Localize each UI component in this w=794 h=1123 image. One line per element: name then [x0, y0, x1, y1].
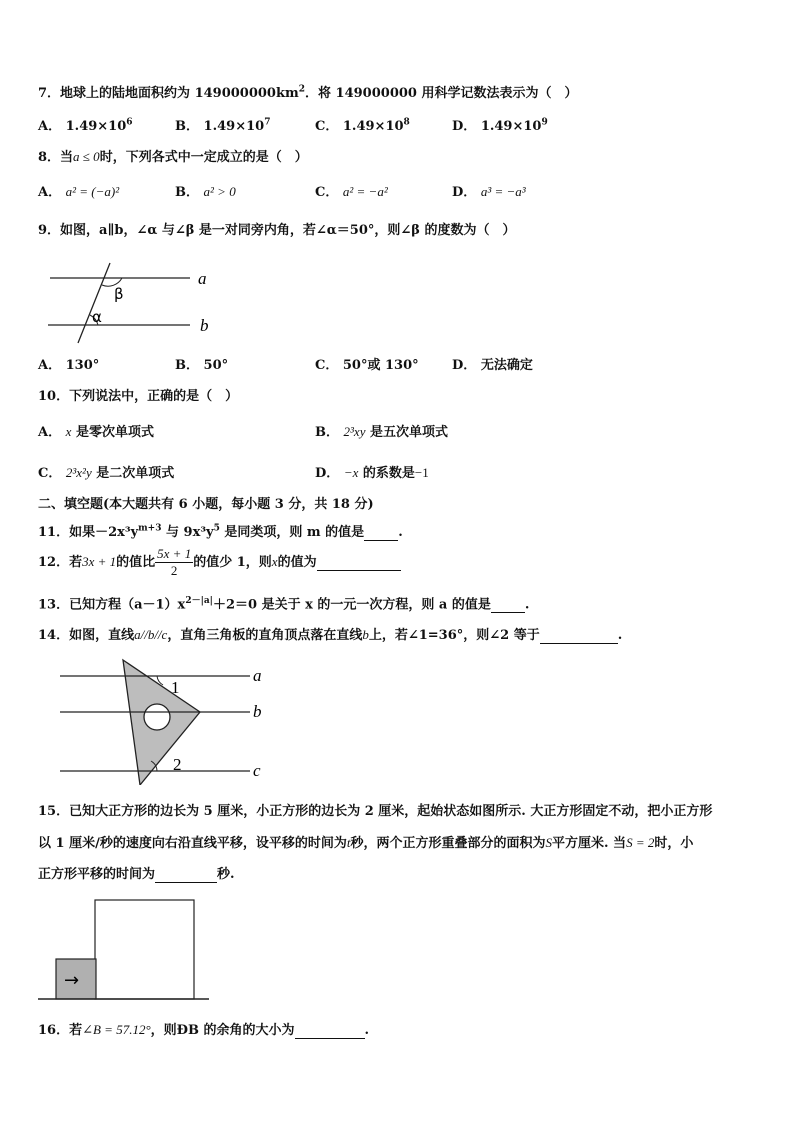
label-c: c: [253, 761, 261, 780]
q11-sup: m+3: [138, 523, 162, 534]
q14-b: ，直角三角板的直角顶点落在直线: [167, 628, 363, 643]
angle-2-label: 2: [173, 755, 182, 774]
q14-c: 上，若∠1=36°，则∠2 等于: [368, 628, 540, 643]
option-letter: A．: [38, 358, 62, 373]
option-letter: B．: [175, 119, 199, 134]
q9-option-c[interactable]: [315, 354, 419, 373]
question-15-line-1: [38, 800, 712, 819]
q16-c: .: [364, 1023, 370, 1038]
answer-blank[interactable]: [295, 1023, 365, 1039]
q11-a: 11．如果－2x³y: [38, 525, 139, 540]
option-exp: 8: [403, 117, 410, 128]
q16-expr: ∠B = 57.12°: [82, 1022, 151, 1037]
option-text: 的系数是: [362, 466, 415, 481]
option-expr: a² > 0: [203, 184, 236, 199]
q8-option-b[interactable]: [175, 181, 236, 200]
q15-t: t: [346, 835, 351, 850]
option-letter: B．: [315, 425, 339, 440]
q7-sup: 2: [298, 84, 306, 95]
q7-option-a[interactable]: [38, 115, 133, 134]
q7-option-d[interactable]: [452, 115, 548, 134]
fraction-denominator: 2: [170, 563, 178, 578]
fraction-numerator: 5x + 1: [157, 546, 192, 561]
q15-line1: 15．已知大正方形的边长为 5 厘米，小正方形的边长为 2 厘米，起始状态如图所示. 大正方形固定不动，把小正方形: [38, 804, 713, 819]
option-expr: a² = −a²: [342, 184, 388, 199]
large-square: [95, 900, 194, 999]
q12-b: 的值比: [116, 555, 156, 570]
option-math: 2³xy: [343, 424, 366, 439]
q12-a: 12．若: [38, 555, 83, 570]
section-title-text: 二、填空题(本大题共有 6 小题，每小题 3 分，共 18 分): [38, 497, 374, 512]
option-letter: D．: [315, 466, 340, 481]
q10-option-d[interactable]: [315, 462, 429, 481]
arrow-right-icon: →: [64, 970, 80, 991]
option-text: 130°: [65, 358, 100, 373]
q10-text: 10．下列说法中，正确的是（ ）: [38, 389, 239, 404]
label-b: b: [253, 702, 262, 721]
question-8: [38, 146, 308, 165]
option-letter: A．: [38, 119, 62, 134]
q15-line3-b: 秒.: [217, 867, 235, 882]
q12-fraction: [155, 546, 193, 579]
option-letter: C．: [315, 185, 339, 200]
q16-b: ，则ÐB 的余角的大小为: [150, 1023, 295, 1038]
option-expr: a² = (−a)²: [65, 184, 120, 199]
q13-c: .: [524, 597, 530, 613]
option-text: 50°: [203, 358, 229, 373]
answer-blank[interactable]: [540, 628, 618, 644]
option-letter: A．: [38, 185, 62, 200]
q12-c: 的值少 1，则: [193, 555, 272, 570]
q14-var: b: [362, 627, 369, 642]
option-text: 1.49×10: [480, 119, 542, 134]
q16-a: 16．若: [38, 1023, 83, 1038]
q7-text-b: ．将 149000000 用科学记数法表示为（ ）: [305, 86, 578, 101]
q15-line3-a: 正方形平移的时间为: [38, 867, 156, 882]
question-15-line-2: [38, 832, 693, 851]
option-text: 是零次单项式: [75, 425, 154, 440]
option-tail: −1: [414, 465, 429, 480]
q10-option-c[interactable]: [38, 462, 174, 481]
option-letter: D．: [452, 119, 477, 134]
transversal: [78, 263, 110, 343]
question-14: [38, 624, 622, 644]
label-b: b: [200, 316, 209, 335]
option-text: 50°或 130°: [342, 358, 419, 373]
option-letter: B．: [175, 358, 199, 373]
q7-option-c[interactable]: [315, 115, 410, 134]
q8-option-d[interactable]: [452, 181, 526, 200]
q11-d: .: [398, 525, 403, 540]
q8-suffix: 时，下列各式中一定成立的是（ ）: [99, 150, 308, 165]
question-7: [38, 82, 577, 101]
answer-blank[interactable]: [317, 555, 401, 571]
q10-option-b[interactable]: [315, 421, 448, 440]
q9-option-a[interactable]: [38, 354, 99, 373]
option-text: 是五次单项式: [370, 425, 449, 440]
label-a: a: [198, 269, 207, 288]
q15-line2-c: 平方厘米. 当: [552, 836, 627, 851]
question-12: [38, 546, 401, 579]
q7-option-b[interactable]: [175, 115, 270, 134]
option-letter: C．: [315, 119, 339, 134]
question-13: [38, 593, 529, 613]
section-title: [38, 493, 374, 512]
q8-condition: a ≤ 0: [73, 149, 100, 164]
q14-lines: a//b//c: [134, 627, 168, 642]
q7-text-a: 7．地球上的陆地面积约为 149000000km: [38, 86, 299, 101]
q14-a: 14．如图，直线: [38, 628, 135, 643]
q9-option-b[interactable]: [175, 354, 228, 373]
option-math: −x: [343, 465, 359, 480]
beta-label: β: [114, 285, 124, 303]
option-letter: C．: [315, 358, 339, 373]
q15-figure: [36, 897, 216, 1003]
q9-figure: [40, 255, 230, 345]
option-letter: C．: [38, 466, 62, 481]
option-letter: D．: [452, 358, 477, 373]
q13-b: ＋2＝0 是关于 x 的一元一次方程，则 a 的值是: [212, 597, 491, 613]
question-16: [38, 1019, 369, 1039]
answer-blank[interactable]: [155, 867, 217, 883]
q8-option-c[interactable]: [315, 181, 388, 200]
q15-line2-a: 以 1 厘米/秒的速度向右沿直线平移，设平移的时间为: [38, 836, 347, 851]
question-11: [38, 521, 403, 541]
q15-line2-b: 秒，两个正方形重叠部分的面积为: [350, 836, 546, 851]
q14-figure: [55, 655, 275, 785]
question-10: [38, 385, 238, 404]
q10-option-a[interactable]: [38, 421, 154, 440]
answer-blank[interactable]: [364, 525, 398, 541]
q15-s: S: [545, 835, 552, 850]
option-letter: A．: [38, 425, 62, 440]
q11-sup2: 5: [213, 523, 220, 534]
label-a: a: [253, 666, 262, 685]
q15-line2-d: 时，小: [654, 836, 694, 851]
q9-option-d[interactable]: [452, 354, 533, 373]
option-exp: 6: [126, 117, 133, 128]
ruler-hole: [144, 704, 170, 730]
option-text: 无法确定: [480, 358, 533, 373]
q13-sup: 2－|a|: [185, 596, 213, 606]
q15-cond: S = 2: [626, 835, 655, 850]
q9-text: 9．如图，a∥b，∠α 与∠β 是一对同旁内角，若∠α＝50°，则∠β 的度数为（ ）: [38, 223, 516, 238]
option-text: 1.49×10: [65, 119, 127, 134]
option-text: 1.49×10: [203, 119, 265, 134]
question-9: [38, 219, 515, 238]
answer-blank[interactable]: [491, 597, 525, 613]
q13-a: 13．已知方程（a－1）x: [38, 597, 186, 613]
alpha-label: α: [92, 308, 102, 326]
question-15-line-3: [38, 863, 235, 883]
option-exp: 9: [541, 117, 548, 128]
q12-expr: 3x + 1: [82, 554, 117, 569]
q8-option-a[interactable]: [38, 181, 119, 200]
q11-c: 是同类项，则 m 的值是: [219, 525, 365, 540]
q11-b: 与 9x³y: [161, 525, 214, 540]
angle-1-label: 1: [171, 678, 180, 697]
q12-d: 的值为: [277, 555, 317, 570]
option-letter: D．: [452, 185, 477, 200]
q12-var: x: [271, 554, 278, 569]
q14-d: .: [617, 628, 623, 643]
option-exp: 7: [264, 117, 271, 128]
option-text: 1.49×10: [342, 119, 404, 134]
q8-prefix: 8．当: [38, 150, 74, 165]
option-math: x: [65, 424, 72, 439]
option-letter: B．: [175, 185, 199, 200]
option-text: 是二次单项式: [96, 466, 175, 481]
option-math: 2³x²y: [65, 465, 92, 480]
option-expr: a³ = −a³: [480, 184, 526, 199]
